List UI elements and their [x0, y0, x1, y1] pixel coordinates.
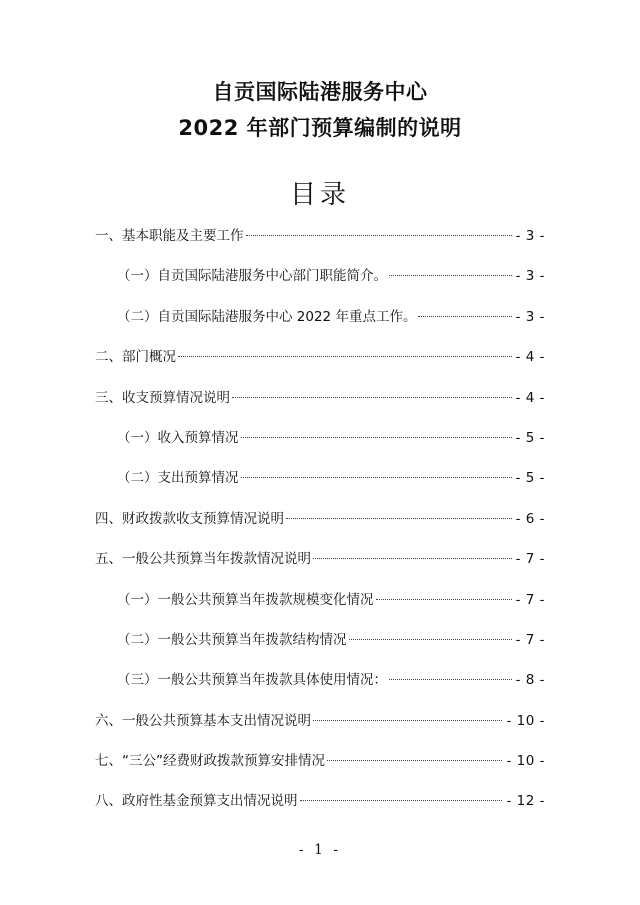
toc-entry-text: 三、收支预算情况说明 — [95, 389, 230, 406]
toc-entry[interactable] — [95, 746, 545, 786]
toc-entry[interactable] — [95, 342, 545, 382]
toc-dot-leader — [313, 720, 502, 721]
toc-entry-text: （一）收入预算情况 — [117, 429, 239, 446]
document-title: 自贡国际陆港服务中心 — [212, 80, 428, 104]
toc-entry-page: - 6 - — [515, 510, 545, 527]
toc-entry[interactable] — [95, 504, 545, 544]
toc-dot-leader — [313, 558, 512, 559]
toc-entry-text: （二）自贡国际陆港服务中心 2022 年重点工作。 — [117, 308, 417, 325]
toc-dot-leader — [178, 356, 512, 357]
toc-entry[interactable] — [95, 585, 545, 625]
toc-dot-leader — [241, 477, 512, 478]
toc-entry[interactable] — [95, 665, 545, 705]
toc-entry-text: （二）一般公共预算当年拨款结构情况 — [117, 631, 347, 648]
toc-dot-leader — [376, 599, 512, 600]
toc-heading: 目录 — [289, 180, 350, 210]
toc-entry-page: - 12 - — [506, 793, 545, 810]
table-of-contents — [95, 221, 545, 827]
toc-entry-text: 五、一般公共预算当年拨款情况说明 — [95, 551, 311, 568]
toc-entry-page: - 8 - — [515, 672, 545, 689]
toc-entry[interactable] — [95, 786, 545, 826]
toc-entry-text: 四、财政拨款收支预算情况说明 — [95, 510, 284, 527]
toc-entry-text: （一）一般公共预算当年拨款规模变化情况 — [117, 591, 374, 608]
toc-entry-page: - 7 - — [515, 591, 545, 608]
toc-entry-page: - 7 - — [515, 631, 545, 648]
toc-entry-page: - 3 - — [515, 268, 545, 285]
toc-entry[interactable] — [95, 302, 545, 342]
document-subtitle: 2022 年部门预算编制的说明 — [178, 116, 462, 140]
toc-entry-page: - 3 - — [515, 308, 545, 325]
toc-entry-page: - 5 - — [515, 470, 545, 487]
toc-entry-page: - 10 - — [506, 712, 545, 729]
toc-entry-text: （一）自贡国际陆港服务中心部门职能简介。 — [117, 268, 387, 285]
toc-dot-leader — [418, 316, 511, 317]
toc-entry-text: （三）一般公共预算当年拨款具体使用情况： — [117, 672, 387, 689]
toc-dot-leader — [232, 397, 512, 398]
toc-entry-page: - 4 - — [515, 389, 545, 406]
toc-entry-page: - 10 - — [506, 753, 545, 770]
toc-entry[interactable] — [95, 625, 545, 665]
toc-dot-leader — [327, 760, 502, 761]
toc-entry[interactable] — [95, 706, 545, 746]
toc-entry-page: - 3 - — [515, 228, 545, 244]
toc-dot-leader — [300, 800, 503, 801]
toc-dot-leader — [389, 679, 512, 680]
toc-entry-text: （二）支出预算情况 — [117, 470, 239, 487]
toc-entry[interactable] — [95, 261, 545, 301]
toc-entry[interactable] — [95, 221, 545, 261]
toc-entry-text: 二、部门概况 — [95, 349, 176, 366]
toc-entry-page: - 4 - — [515, 349, 545, 366]
toc-entry-text: 八、政府性基金预算支出情况说明 — [95, 793, 298, 810]
toc-entry[interactable] — [95, 423, 545, 463]
toc-dot-leader — [286, 518, 512, 519]
toc-dot-leader — [389, 275, 512, 276]
toc-entry[interactable] — [95, 544, 545, 584]
page-number: - 1 - — [298, 842, 342, 858]
toc-entry-page: - 7 - — [515, 551, 545, 568]
toc-dot-leader — [241, 437, 512, 438]
toc-entry-text: 六、一般公共预算基本支出情况说明 — [95, 712, 311, 729]
toc-entry-text: 七、“三公”经费财政拨款预算安排情况 — [95, 753, 325, 770]
toc-entry-page: - 5 - — [515, 429, 545, 446]
toc-entry[interactable] — [95, 463, 545, 503]
toc-entry[interactable] — [95, 383, 545, 423]
toc-entry-text: 一、基本职能及主要工作 — [95, 228, 244, 244]
toc-dot-leader — [246, 235, 512, 236]
toc-dot-leader — [349, 639, 512, 640]
